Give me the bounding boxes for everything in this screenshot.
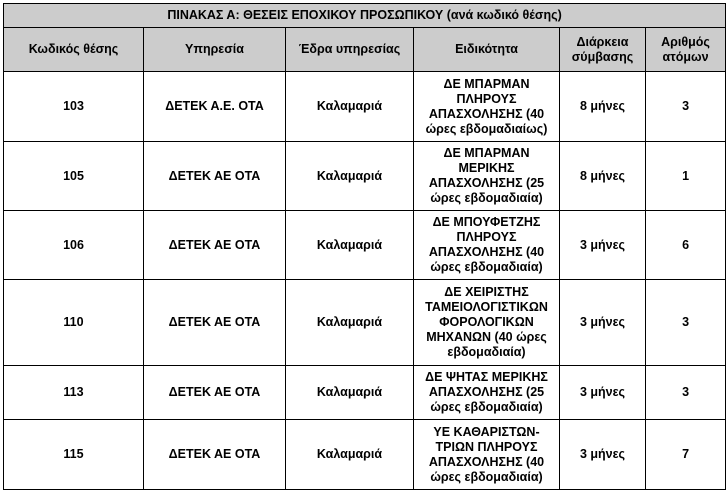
table-row	[4, 280, 726, 366]
header-seat: Έδρα υπηρεσίας	[286, 28, 414, 72]
cell-seat: Καλαμαριά	[286, 142, 414, 211]
cell-code: 105	[4, 142, 144, 211]
cell-count: 3	[646, 366, 726, 420]
cell-count: 3	[646, 72, 726, 142]
table-row	[4, 72, 726, 142]
cell-specialty: ΔΕ ΜΠΟΥΦΕΤΖΗΣ ΠΛΗΡΟΥΣ ΑΠΑΣΧΟΛΗΣΗΣ (40 ώρες εβδομαδιαία)	[414, 211, 560, 280]
cell-duration: 8 μήνες	[560, 72, 646, 142]
cell-seat: Καλαμαριά	[286, 72, 414, 142]
cell-duration: 8 μήνες	[560, 142, 646, 211]
cell-count: 7	[646, 420, 726, 490]
cell-specialty: ΔΕ ΧΕΙΡΙΣΤΗΣ ΤΑΜΕΙΟΛΟΓΙΣΤΙΚΩΝ ΦΟΡΟΛΟΓΙΚΩΝ ΜΗΧΑΝΩΝ (40 ώρες εβδομαδιαία)	[414, 280, 560, 366]
cell-service: ΔΕΤΕΚ ΑΕ ΟΤΑ	[144, 280, 286, 366]
header-specialty: Ειδικότητα	[414, 28, 560, 72]
cell-seat: Καλαμαριά	[286, 280, 414, 366]
cell-specialty: ΔΕ ΜΠΑΡΜΑΝ ΜΕΡΙΚΗΣ ΑΠΑΣΧΟΛΗΣΗΣ (25 ώρες εβδομαδιαία)	[414, 142, 560, 211]
header-row	[4, 28, 726, 72]
cell-specialty: ΔΕ ΨΗΤΑΣ ΜΕΡΙΚΗΣ ΑΠΑΣΧΟΛΗΣΗΣ (25 ώρες εβδομαδιαία)	[414, 366, 560, 420]
table-row	[4, 420, 726, 490]
header-service: Υπηρεσία	[144, 28, 286, 72]
cell-duration: 3 μήνες	[560, 420, 646, 490]
cell-service: ΔΕΤΕΚ ΑΕ ΟΤΑ	[144, 366, 286, 420]
cell-seat: Καλαμαριά	[286, 211, 414, 280]
cell-duration: 3 μήνες	[560, 211, 646, 280]
header-code: Κωδικός θέσης	[4, 28, 144, 72]
cell-code: 106	[4, 211, 144, 280]
cell-seat: Καλαμαριά	[286, 420, 414, 490]
cell-service: ΔΕΤΕΚ ΑΕ ΟΤΑ	[144, 420, 286, 490]
positions-table	[3, 3, 726, 490]
cell-duration: 3 μήνες	[560, 280, 646, 366]
table-row	[4, 211, 726, 280]
cell-specialty: ΥΕ ΚΑΘΑΡΙΣΤΩΝ-ΤΡΙΩΝ ΠΛΗΡΟΥΣ ΑΠΑΣΧΟΛΗΣΗΣ (40 ώρες εβδομαδιαία)	[414, 420, 560, 490]
cell-code: 103	[4, 72, 144, 142]
cell-seat: Καλαμαριά	[286, 366, 414, 420]
cell-service: ΔΕΤΕΚ ΑΕ ΟΤΑ	[144, 142, 286, 211]
header-count: Αριθμός ατόμων	[646, 28, 726, 72]
cell-duration: 3 μήνες	[560, 366, 646, 420]
table-row	[4, 142, 726, 211]
cell-code: 115	[4, 420, 144, 490]
cell-count: 3	[646, 280, 726, 366]
cell-count: 1	[646, 142, 726, 211]
cell-service: ΔΕΤΕΚ ΑΕ ΟΤΑ	[144, 211, 286, 280]
cell-code: 110	[4, 280, 144, 366]
cell-service: ΔΕΤΕΚ Α.Ε. ΟΤΑ	[144, 72, 286, 142]
table-title: ΠΙΝΑΚΑΣ Α: ΘΕΣΕΙΣ ΕΠΟΧΙΚΟΥ ΠΡΟΣΩΠΙΚΟΥ (ανά κωδικό θέσης)	[4, 4, 726, 28]
header-duration: Διάρκεια σύμβασης	[560, 28, 646, 72]
cell-code: 113	[4, 366, 144, 420]
cell-count: 6	[646, 211, 726, 280]
cell-specialty: ΔΕ ΜΠΑΡΜΑΝ ΠΛΗΡΟΥΣ ΑΠΑΣΧΟΛΗΣΗΣ (40 ώρες εβδομαδιαίως)	[414, 72, 560, 142]
table-row	[4, 366, 726, 420]
